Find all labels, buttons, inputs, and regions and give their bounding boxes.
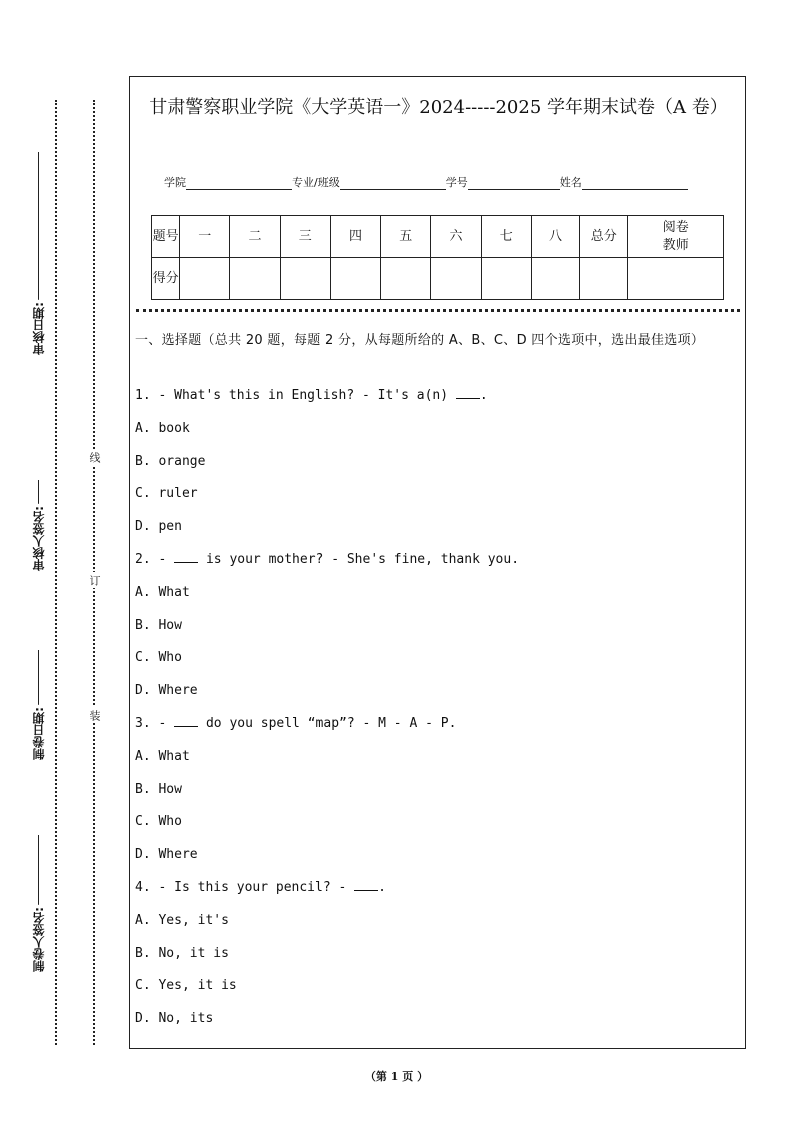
option-item: C. Who bbox=[135, 650, 182, 666]
maker-date-label: 制卷日期: bbox=[31, 707, 46, 760]
option-item: A. book bbox=[135, 420, 190, 436]
score-cell[interactable] bbox=[381, 258, 431, 300]
reviewer-signature-line bbox=[38, 480, 39, 504]
question-stem-text: . bbox=[479, 388, 488, 403]
option-item: B. No, it is bbox=[135, 945, 229, 961]
score-cell[interactable] bbox=[230, 258, 280, 300]
question-stem bbox=[135, 550, 735, 583]
score-col-6: 六 bbox=[431, 216, 481, 258]
score-table-row-head-question: 题号 bbox=[152, 216, 180, 258]
binding-char-line: 线 bbox=[86, 449, 102, 465]
question-stem-text: . bbox=[378, 879, 386, 895]
score-table bbox=[151, 215, 724, 300]
exam-sheet bbox=[129, 76, 746, 1049]
question-stem-text: 3. - bbox=[135, 715, 175, 731]
college-field[interactable] bbox=[186, 176, 292, 190]
question-stem-text: do you spell “map”? - M - A - P. bbox=[198, 715, 457, 731]
dotted-separator bbox=[136, 309, 740, 312]
score-col-1: 一 bbox=[180, 216, 230, 258]
binding-char-zhuang: 装 bbox=[86, 707, 102, 723]
reviewer-signature-label: 审核人签名: bbox=[31, 506, 46, 571]
page-number: （第 1 页 ） bbox=[364, 1070, 429, 1083]
score-col-7: 七 bbox=[481, 216, 531, 258]
score-table-header-row bbox=[152, 216, 724, 258]
option-item: C. Yes, it is bbox=[135, 978, 237, 994]
score-table-row-head-score: 得分 bbox=[152, 258, 180, 300]
maker-date-line bbox=[38, 650, 39, 705]
student-info-row bbox=[164, 174, 724, 190]
question-stem-text: 2. - bbox=[135, 551, 175, 567]
option-item: D. No, its bbox=[135, 1011, 214, 1027]
question-stem-text: is your mother? - She's fine, thank you. bbox=[198, 551, 520, 567]
major-class-label: 专业/班级 bbox=[292, 176, 340, 189]
score-table-score-row bbox=[152, 258, 724, 300]
answer-blank bbox=[354, 879, 378, 891]
score-cell[interactable] bbox=[431, 258, 481, 300]
question-stem bbox=[135, 878, 735, 911]
answer-blank bbox=[174, 551, 198, 563]
question-stem bbox=[135, 714, 735, 747]
major-class-field[interactable] bbox=[340, 176, 446, 190]
exam-title: 甘肃警察职业学院《大学英语一》2024-----2025 学年期末试卷（A 卷） bbox=[149, 97, 728, 118]
option-item: C. Who bbox=[135, 814, 182, 830]
option-item: A. What bbox=[135, 584, 190, 600]
score-col-2: 二 bbox=[230, 216, 280, 258]
score-cell[interactable] bbox=[481, 258, 531, 300]
maker-signature-line bbox=[38, 835, 39, 905]
score-col-4: 四 bbox=[330, 216, 380, 258]
reviewer-date-field[interactable] bbox=[18, 152, 58, 357]
option-item: B. How bbox=[135, 617, 182, 633]
answer-blank bbox=[456, 387, 480, 399]
maker-signature-field[interactable] bbox=[18, 835, 58, 974]
option-item: D. pen bbox=[135, 519, 182, 535]
name-field[interactable] bbox=[582, 176, 688, 190]
score-cell[interactable] bbox=[280, 258, 330, 300]
score-col-total: 总分 bbox=[580, 216, 628, 258]
section-1-title: 一、选择题（总共 20 题，每题 2 分，从每题所给的 A、B、C、D 四个选项中，选出最佳选项） bbox=[135, 333, 705, 348]
option-item: D. Where bbox=[135, 683, 198, 699]
option-item: A. Yes, it's bbox=[135, 912, 229, 928]
maker-signature-label: 制卷人签名: bbox=[31, 907, 46, 972]
reviewer-date-line bbox=[38, 152, 39, 300]
question-list bbox=[135, 386, 735, 1042]
answer-blank bbox=[174, 715, 198, 727]
maker-date-field[interactable] bbox=[18, 650, 58, 762]
student-id-field[interactable] bbox=[468, 176, 560, 190]
reviewer-date-label: 审核日期: bbox=[31, 302, 46, 355]
score-col-8: 八 bbox=[531, 216, 579, 258]
binding-char-ding: 订 bbox=[86, 572, 102, 588]
option-item: A. What bbox=[135, 748, 190, 764]
question-stem-text: 4. - Is this your pencil? - bbox=[135, 879, 355, 895]
reviewer-signature-field[interactable] bbox=[18, 480, 58, 573]
score-col-5: 五 bbox=[381, 216, 431, 258]
score-col-3: 三 bbox=[280, 216, 330, 258]
score-cell-grader[interactable] bbox=[628, 258, 724, 300]
option-item: D. Where bbox=[135, 847, 198, 863]
score-cell[interactable] bbox=[330, 258, 380, 300]
option-item: C. ruler bbox=[135, 486, 198, 502]
college-label: 学院 bbox=[164, 176, 186, 189]
score-cell[interactable] bbox=[531, 258, 579, 300]
score-cell-total[interactable] bbox=[580, 258, 628, 300]
option-item: B. How bbox=[135, 781, 182, 797]
score-col-grader: 阅卷教师 bbox=[628, 216, 724, 258]
question-stem-text: 1. - What's this in English? - It's a(n) bbox=[135, 388, 456, 403]
score-cell[interactable] bbox=[180, 258, 230, 300]
student-id-label: 学号 bbox=[445, 176, 468, 189]
option-item: B. orange bbox=[135, 453, 206, 469]
question-stem bbox=[135, 386, 735, 419]
name-label: 姓名 bbox=[559, 176, 582, 189]
